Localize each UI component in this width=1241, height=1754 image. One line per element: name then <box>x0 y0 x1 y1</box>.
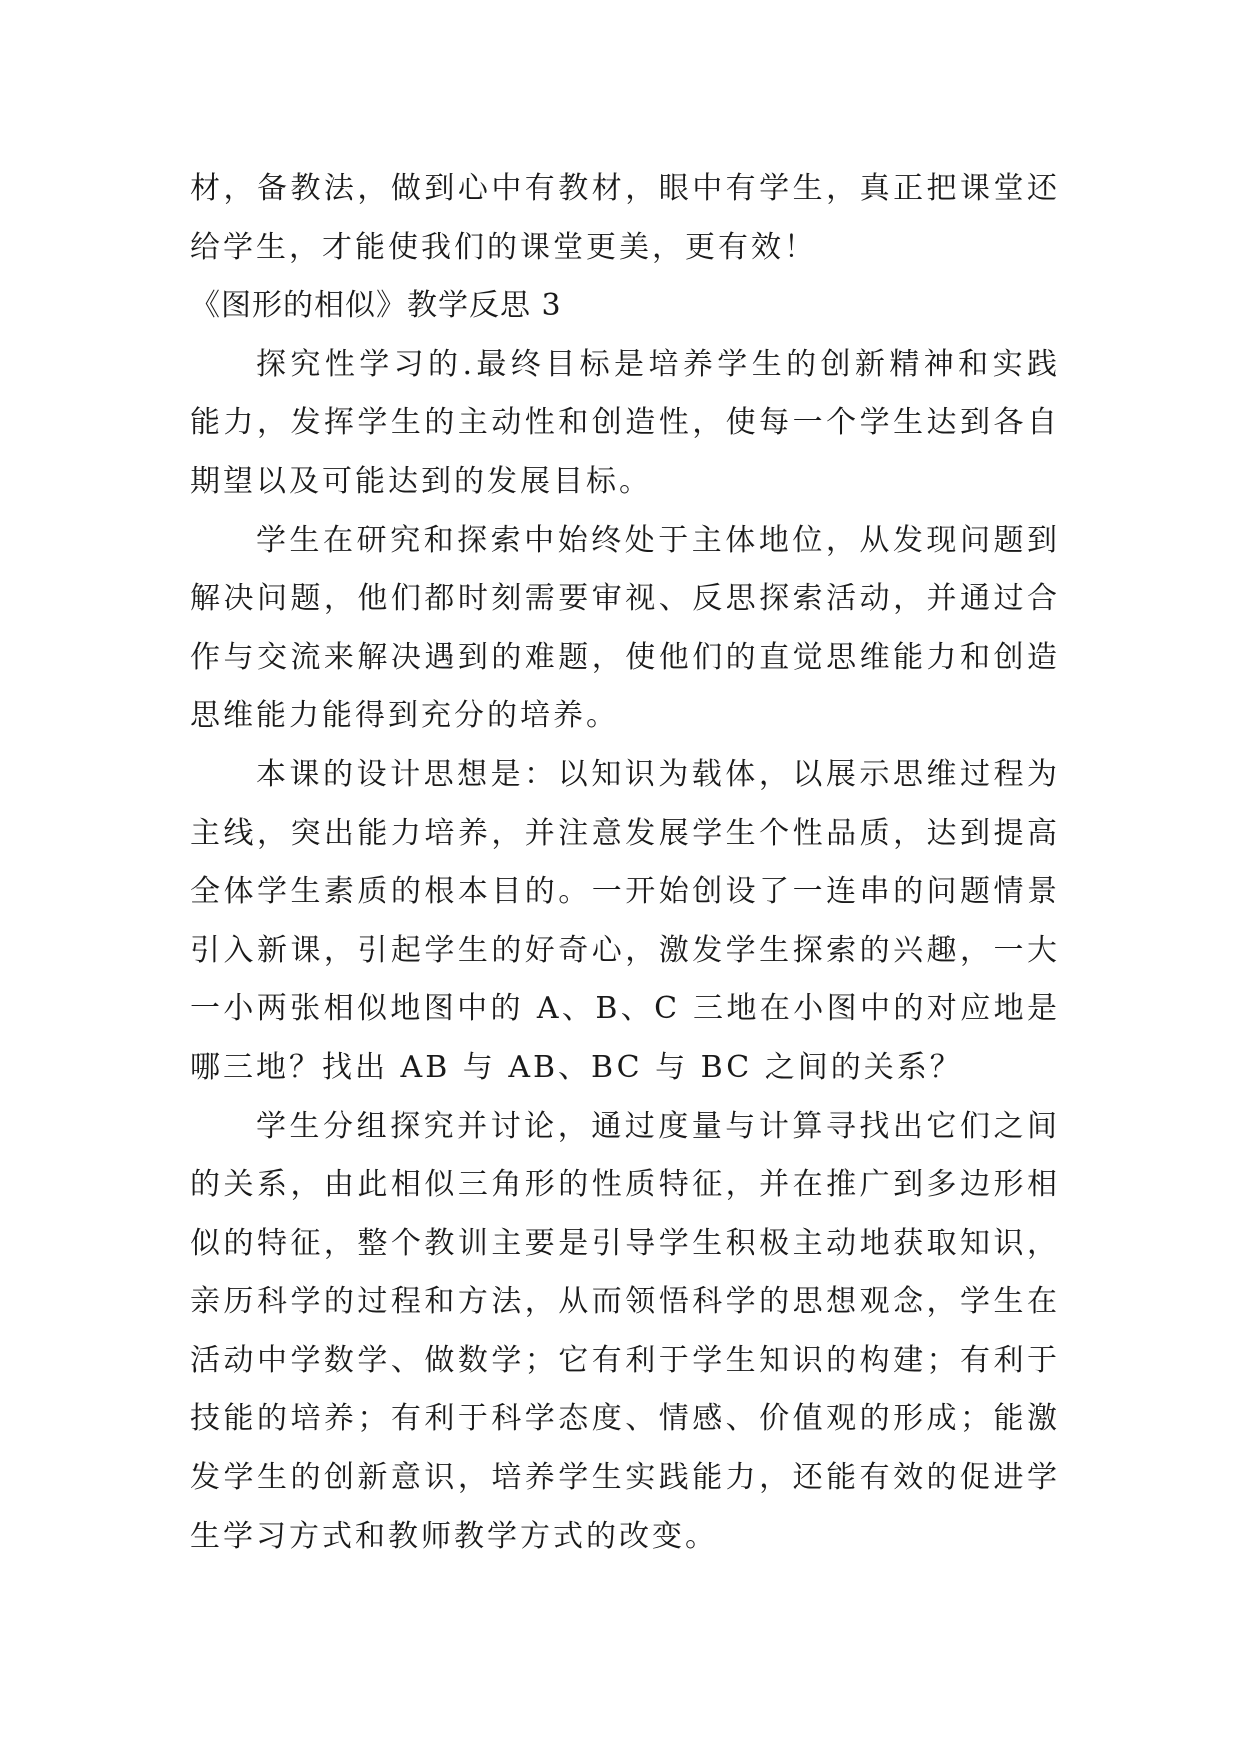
paragraph-student-role: 学生在研究和探索中始终处于主体地位，从发现问题到解决问题，他们都时刻需要审视、反思探索活动，并通过合作与交流来解决遇到的难题，使他们的直觉思维能力和创造思维能力能得到充分的培养。 <box>190 522 1060 734</box>
paragraph-continuation: 材，备教法，做到心中有教材，眼中有学生，真正把课堂还给学生，才能使我们的课堂更美，更有效！ <box>190 171 1060 265</box>
section-heading: 《图形的相似》教学反思 3 <box>190 288 562 324</box>
document-body <box>190 160 1060 1566</box>
paragraph-group-inquiry: 学生分组探究并讨论，通过度量与计算寻找出它们之间的关系，由此相似三角形的性质特征，并在推广到多边形相似的特征，整个教训主要是引导学生积极主动地获取知识，亲历科学的过程和方法，从而领悟科学的思想观念，学生在活动中学数学、做数学；它有利于学生知识的构建；有利于技能的培养；有利于科学态度、情感、价值观的形成；能激发学生的创新意识，培养学生实践能力，还能有效的促进学生学习方式和教师教学方式的改变。 <box>190 1108 1060 1554</box>
paragraph-goal: 探究性学习的.最终目标是培养学生的创新精神和实践能力，发挥学生的主动性和创造性，使每一个学生达到各自期望以及可能达到的发展目标。 <box>190 346 1060 499</box>
paragraph-design-idea: 本课的设计思想是：以知识为载体，以展示思维过程为主线，突出能力培养，并注意发展学生个性品质，达到提高全体学生素质的根本目的。一开始创设了一连串的问题情景引入新课，引起学生的好奇心，激发学生探索的兴趣，一大一小两张相似地图中的 A、B、C 三地在小图中的对应地是哪三地？找出 AB 与 AB、BC 与 BC 之间的关系？ <box>190 756 1060 1085</box>
